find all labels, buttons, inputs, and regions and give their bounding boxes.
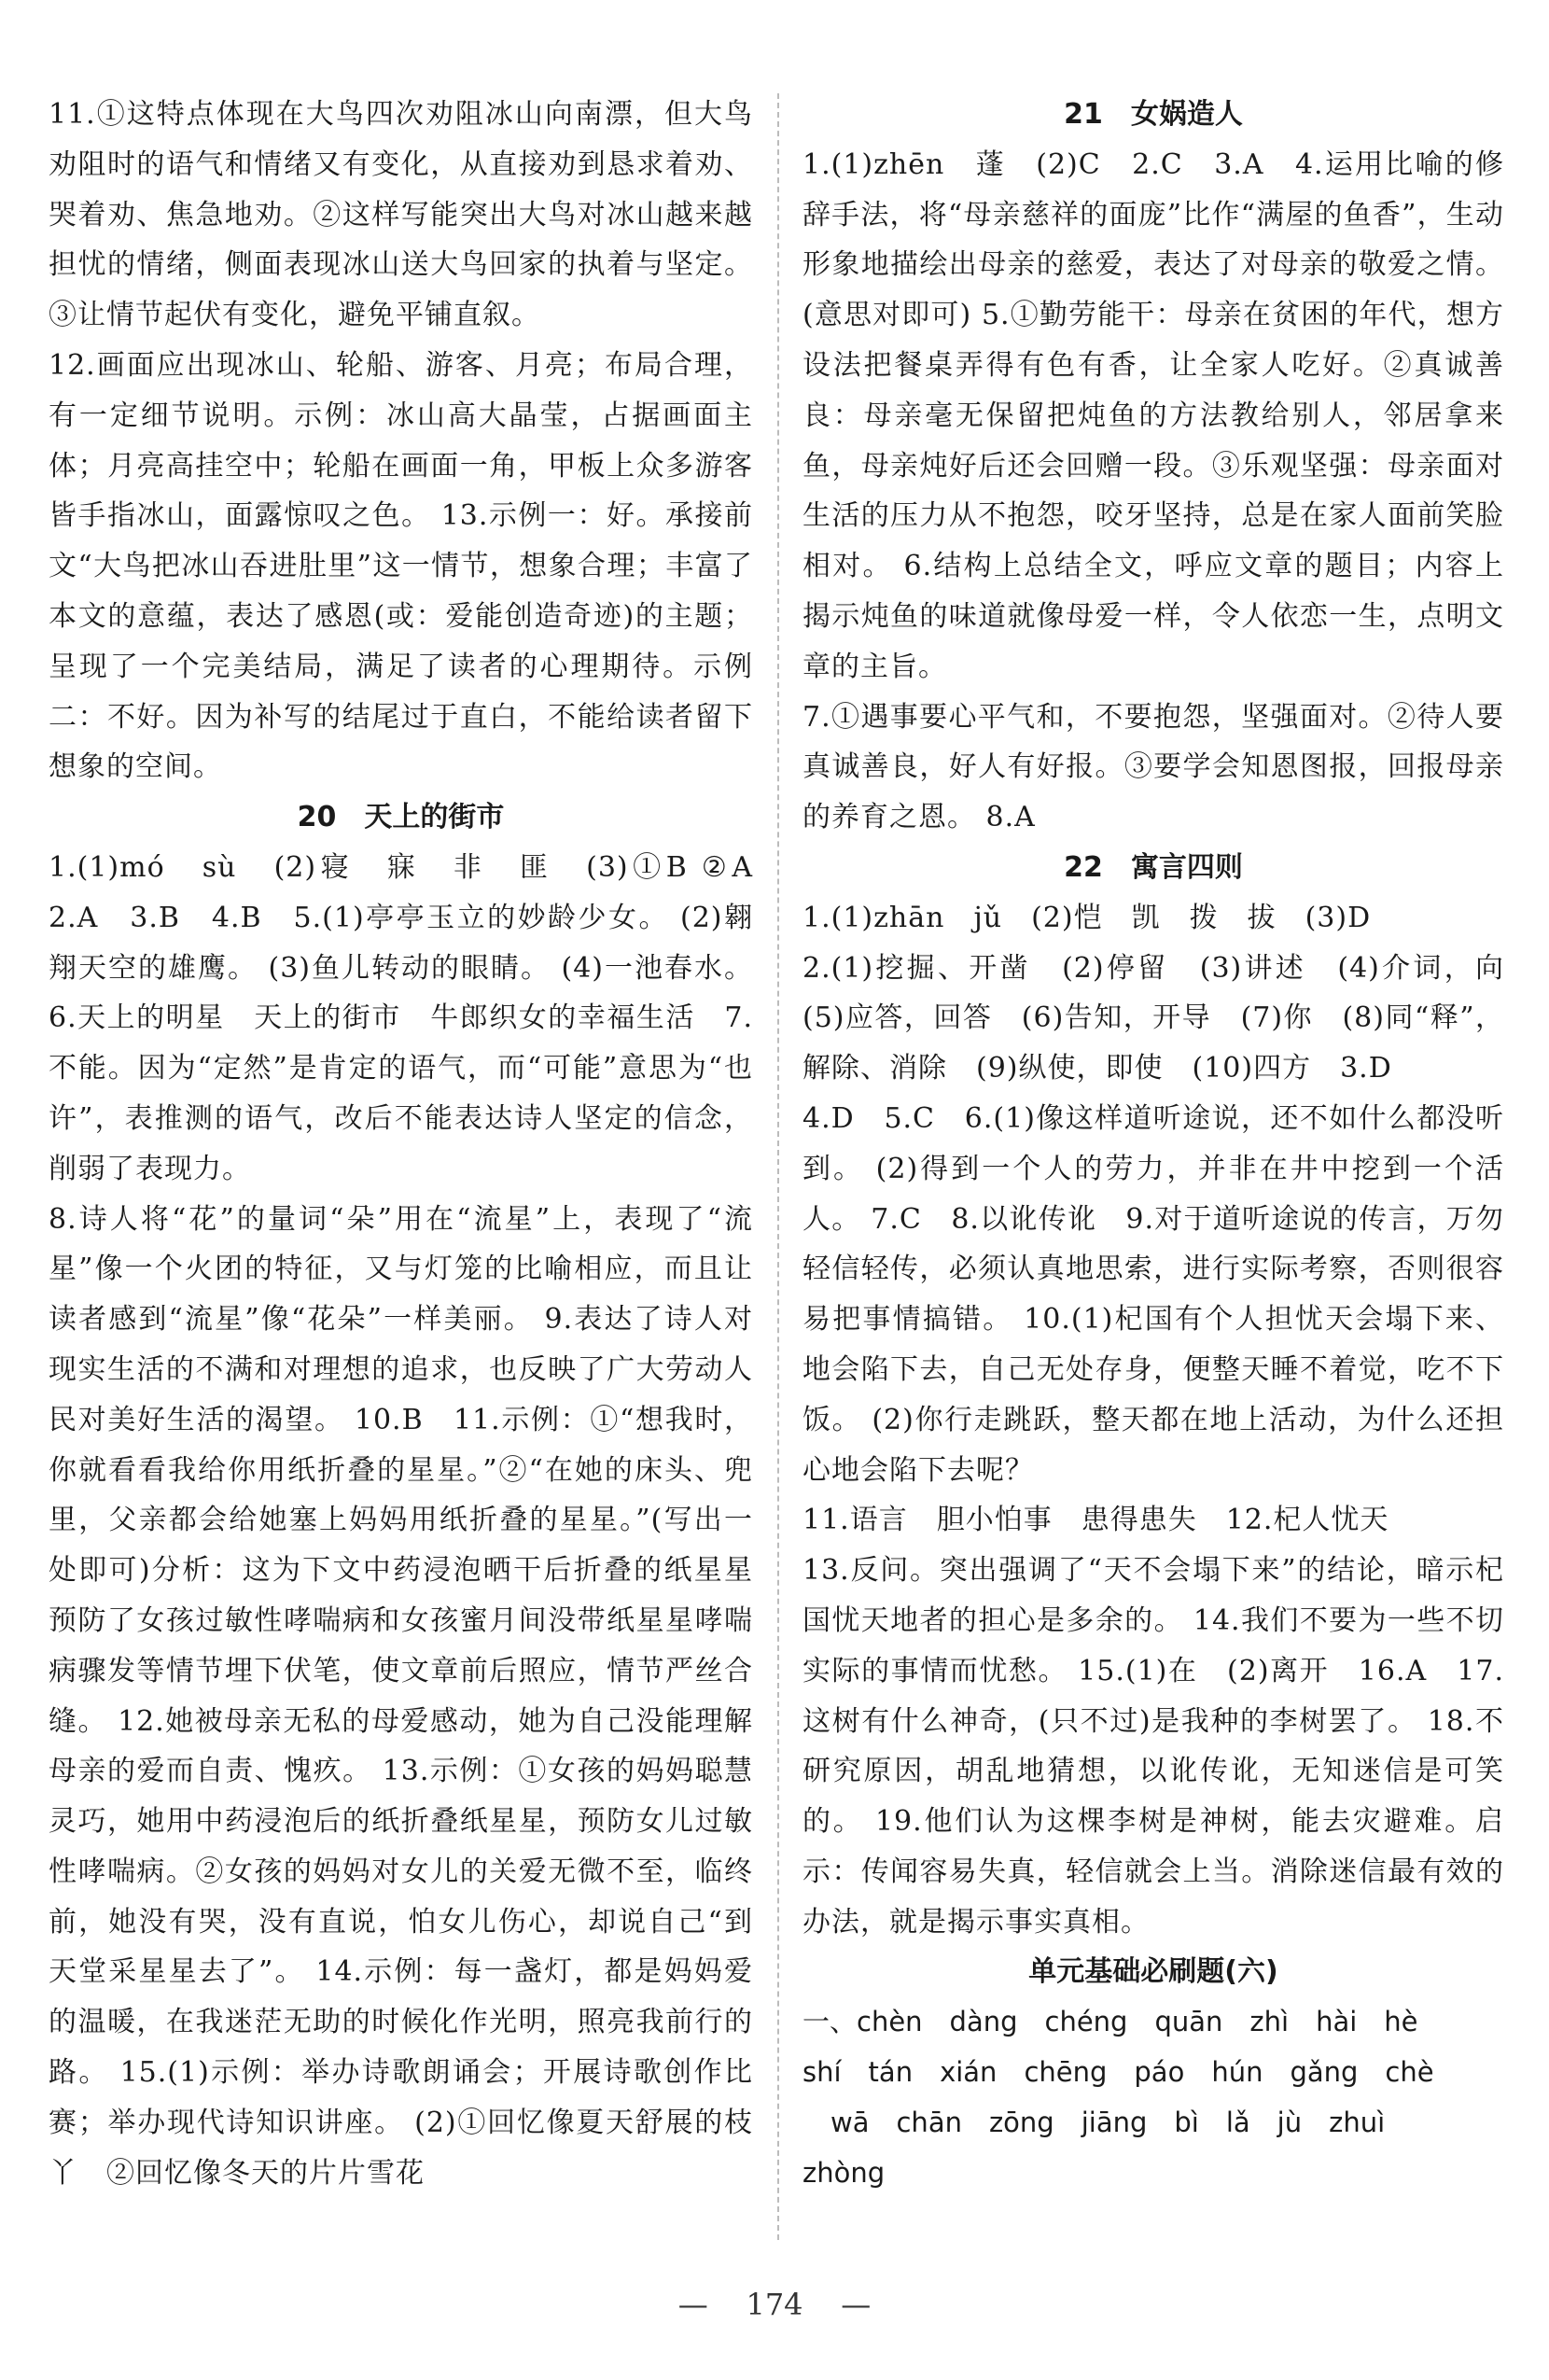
answer-block-21-7-8: 7.①遇事要心平气和，不要抱怨，坚强面对。②待人要真诚善良，好人有好报。③要学会知恩图报，回报母亲的养育之恩。 8.A: [802, 700, 1504, 834]
pinyin-line-4: zhòng: [802, 2156, 886, 2189]
answer-block-21-1-6: 1.(1)zhēn 蓬 (2)C 2.C 3.A 4.运用比喻的修辞手法，将“母亲慈祥的面庞”比作“满屋的鱼香”，生动形象地描绘出母亲的慈爱，表达了对母亲的敬爱之情。(意思对即可) 5.①勤劳能干：母亲在贫困的年代，想方设法把餐桌弄得有色有香，让全家人吃好。②真诚善良：母亲毫无保留把炖鱼的方法教给别人，邻居拿来鱼，母亲炖好后还会回赠一段。③乐观坚强：母亲面对生活的压力从不抱怨，咬牙坚持，总是在家人面前笑脸相对。 6.结构上总结全文，呼应文章的题目；内容上揭示炖鱼的味道就像母爱一样，令人依恋一生，点明文章的主旨。: [802, 147, 1504, 683]
pinyin-line-1: 一、chèn dàng chéng quān zhì hài hè: [802, 2006, 1418, 2038]
right-column: [802, 90, 1533, 2198]
pinyin-line-3: wā chān zōng jiāng bì lǎ jù zhuì: [830, 2106, 1386, 2138]
left-column: [49, 90, 782, 2198]
section-heading-22: 22 寓言四则: [1064, 850, 1243, 884]
answer-block-22-1: 1.(1)zhān jǔ (2)恺 凯 拨 拔 (3)D: [802, 901, 1372, 934]
answer-block-22-4-10: 4.D 5.C 6.(1)像这样道听途说，还不如什么都没听到。 (2)得到一个人的劳力，并非在井中挖到一个活人。 7.C 8.以讹传讹 9.对于道听途说的传言，万勿轻信轻传，必须认真地思索，进行实际考察，否则很容易把事情搞错。 10.(1)杞国有个人担忧天会塌下来、地会陷下去，自己无处存身，便整天睡不着觉，吃不下饭。 (2)你行走跳跃，整天都在地上活动，为什么还担心地会陷下去呢？: [802, 1101, 1504, 1487]
section-heading-21: 21 女娲造人: [1064, 98, 1243, 131]
page-footer: [0, 2287, 1549, 2322]
answer-block-22-11-12: 11.语言 胆小怕事 患得患失 12.杞人忧天: [802, 1504, 1389, 1537]
column-divider: [777, 93, 779, 2240]
answer-block-20-1-7: 1.(1)mó sù (2)寝 寐 非 匪 (3)①B ②A 2.A 3.B 4.B 5.(1)亭亭玉立的妙龄少女。 (2)翱翔天空的雄鹰。 (3)鱼儿转动的眼睛。 (4)一池春水。 6.天上的明星 天上的街市 牛郎织女的幸福生活 7.不能。因为“定然”是肯定的语气，而“可能”意思为“也许”，表推测的语气，改后不能表达诗人坚定的信念，削弱了表现力。: [49, 850, 782, 1185]
answer-block-12-13: 12.画面应出现冰山、轮船、游客、月亮；布局合理，有一定细节说明。示例：冰山高大晶莹，占据画面主体；月亮高挂空中；轮船在画面一角，甲板上众多游客皆手指冰山，面露惊叹之色。 13.示例一：好。承接前文“大鸟把冰山吞进肚里”这一情节，想象合理；丰富了本文的意蕴，表达了感恩(或：爱能创造奇迹)的主题；呈现了一个完美结局，满足了读者的心理期待。示例二：不好。因为补写的结尾过于直白，不能给读者留下想象的空间。: [49, 348, 753, 784]
section-heading-20: 20 天上的街市: [297, 801, 505, 834]
pinyin-line-2: shí tán xián chēng páo hún gǎng chè: [802, 2056, 1434, 2089]
answer-block-22-2-3: 2.(1)挖掘、开凿 (2)停留 (3)讲述 (4)介词，向 (5)应答，回答 (6)告知，开导 (7)你 (8)同“释”，解除、消除 (9)纵使，即使 (10)四方 3.D: [802, 951, 1533, 1085]
answer-block-22-13-19: 13.反问。突出强调了“天不会塌下来”的结论，暗示杞国忧天地者的担心是多余的。 14.我们不要为一些不切实际的事情而忧愁。 15.(1)在 (2)离开 16.A 17.这树有什么神奇，(只不过)是我种的李树罢了。 18.不研究原因，胡乱地猜想，以讹传讹，无知迷信是可笑的。 19.他们认为这棵李树是神树，能去灾避难。启示：传闻容易失真，轻信就会上当。消除迷信最有效的办法，就是揭示事实真相。: [802, 1554, 1504, 1939]
footer-dash-left: —: [677, 2287, 708, 2322]
answer-block-20-8-15: 8.诗人将“花”的量词“朵”用在“流星”上，表现了“流星”像一个火团的特征，又与灯笼的比喻相应，而且让读者感到“流星”像“花朵”一样美丽。 9.表达了诗人对现实生活的不满和对理想的追求，也反映了广大劳动人民对美好生活的渴望。 10.B 11.示例：①“想我时，你就看看我给你用纸折叠的星星。”②“在她的床头、兜里，父亲都会给她塞上妈妈用纸折叠的星星。”(写出一处即可)分析：这为下文中药浸泡晒干后折叠的纸星星预防了女孩过敏性哮喘病和女孩蜜月间没带纸星星哮喘病骤发等情节埋下伏笔，使文章前后照应，情节严丝合缝。 12.她被母亲无私的母爱感动，她为自己没能理解母亲的爱而自责、愧疚。 13.示例：①女孩的妈妈聪慧灵巧，她用中药浸泡后的纸折叠纸星星，预防女儿过敏性哮喘病。②女孩的妈妈对女儿的关爱无微不至，临终前，她没有哭，没有直说，怕女儿伤心，却说自己“到天堂采星星去了”。 14.示例：每一盏灯，都是妈妈爱的温暖，在我迷茫无助的时候化作光明，照亮我前行的路。 15.(1)示例：举办诗歌朗诵会；开展诗歌创作比赛；举办现代诗知识讲座。 (2)①回忆像夏天舒展的枝丫 ②回忆像冬天的片片雪花: [49, 1202, 753, 2190]
answer-block-11: 11.①这特点体现在大鸟四次劝阻冰山向南漂，但大鸟劝阻时的语气和情绪又有变化，从直接劝到恳求着劝、哭着劝、焦急地劝。②这样写能突出大鸟对冰山越来越担忧的情绪，侧面表现冰山送大鸟回家的执着与坚定。③让情节起伏有变化，避免平铺直叙。: [49, 98, 753, 332]
footer-dash-right: —: [841, 2287, 872, 2322]
section-heading-unit-6: 单元基础必刷题(六): [1028, 1955, 1278, 1989]
page-number: 174: [746, 2287, 803, 2322]
